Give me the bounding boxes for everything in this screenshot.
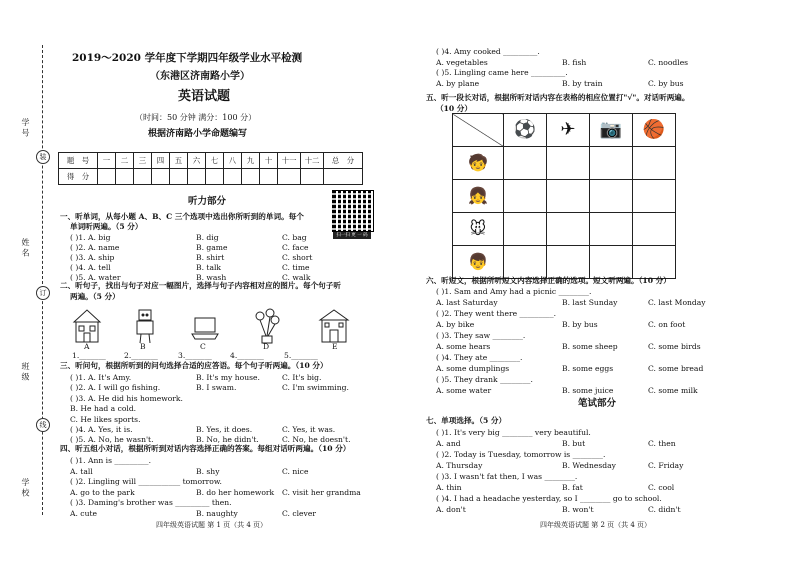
tick-cell[interactable]: [590, 180, 633, 213]
option-text: A. by plane: [436, 78, 480, 88]
option-text: C. some milk: [648, 386, 698, 395]
tick-cell[interactable]: [504, 180, 547, 213]
picture-letter: B: [140, 342, 146, 351]
option-text: C. some birds: [648, 342, 701, 351]
tick-cell[interactable]: [590, 213, 633, 246]
picture-letter: C: [200, 342, 206, 351]
section5-table: [452, 113, 676, 279]
option-text: ( )5. Lingling came here _________.: [436, 68, 568, 77]
section5-title: 五、听一段长对话，根据所听对话内容在表格的相应位置打"√"。对话听两遍。: [426, 93, 690, 102]
option-text: ( )3. I wasn't fat then, I was ________.: [436, 472, 578, 481]
score-header-cell: 十一: [278, 153, 301, 169]
option-text: B. naughty: [196, 509, 238, 518]
tick-cell[interactable]: [547, 213, 590, 246]
option-text: C. Friday: [648, 461, 684, 470]
option-text: ( )2. A. I will go fishing.: [70, 383, 161, 393]
score-cell[interactable]: [170, 169, 188, 185]
tick-cell[interactable]: [633, 147, 676, 180]
table-corner: [453, 114, 504, 147]
option-text: B. shy: [196, 466, 220, 476]
option-text: ( )1. Sam and Amy had a picnic ________.: [436, 287, 592, 296]
score-header-cell: 三: [134, 153, 152, 169]
tick-cell[interactable]: [547, 180, 590, 213]
option-text: ( )1. A. It's Amy.: [70, 373, 132, 382]
option-text: B. last Sunday: [562, 298, 618, 307]
compiler-note: 根据济南路小学命题编写: [148, 129, 248, 139]
option-text: ( )5. They drank ________.: [436, 375, 533, 384]
answer-blank: 5._______: [284, 351, 318, 360]
score-cell[interactable]: [116, 169, 134, 185]
option-text: ( )5. A. No, he wasn't.: [70, 435, 154, 445]
option-text: ( )5. A. water: [70, 273, 121, 282]
tick-cell[interactable]: [504, 246, 547, 279]
option-text: ( )1. It's very big ________ very beautiful.: [436, 428, 591, 437]
option-text: ( )3. They saw ________.: [436, 331, 526, 340]
option-text: B. talk: [196, 263, 222, 272]
option-text: C. some bread: [648, 364, 704, 373]
score-table: [58, 152, 363, 185]
score-cell[interactable]: [206, 169, 224, 185]
tick-cell[interactable]: [590, 246, 633, 279]
option-text: B. some juice: [562, 386, 614, 395]
side-label-name: 姓 名: [21, 238, 30, 257]
option-text: ( )4. A. Yes, it is.: [70, 425, 133, 434]
option-text: A. by bike: [436, 320, 475, 329]
option-text: B. It's my house.: [196, 373, 260, 382]
score-cell[interactable]: [98, 169, 116, 185]
option-text: ( )4. I had a headache yesterday, so I ________ go to school.: [436, 494, 662, 503]
basketball-icon: 🏀: [633, 114, 676, 147]
option-text: B. won't: [562, 505, 594, 514]
option-text: ( )1. A. big: [70, 233, 111, 242]
option-text: ( )2. They went there _________.: [436, 309, 557, 318]
option-text: C. He likes sports.: [70, 414, 141, 424]
option-text: C. Yes, it was.: [282, 425, 336, 434]
option-text: A. some dumplings: [436, 364, 510, 373]
option-text: B. He had a cold.: [70, 404, 137, 414]
option-text: B. dig: [196, 233, 219, 242]
score-header-cell: 八: [224, 153, 242, 169]
option-text: B. wash: [196, 273, 227, 282]
score-header-cell: 十二: [301, 153, 324, 169]
option-text: A. some water: [436, 386, 492, 395]
option-text: ( )4. Amy cooked _________.: [436, 47, 540, 56]
option-text: C. It's big.: [282, 373, 322, 382]
plane-icon: ✈: [547, 114, 590, 147]
picture-letter: D: [263, 342, 270, 351]
option-text: ( )2. A. name: [70, 243, 120, 252]
tick-cell[interactable]: [590, 147, 633, 180]
option-text: ( )1. Ann is _________.: [70, 456, 152, 465]
exam-time: （时间：50 分钟 满分：100 分）: [135, 113, 257, 122]
tick-cell[interactable]: [504, 147, 547, 180]
option-text: C. face: [282, 243, 309, 252]
answer-blank: 4._______: [230, 351, 264, 360]
option-text: ( )2. Today is Tuesday, tomorrow is ________.: [436, 450, 606, 459]
score-cell[interactable]: [260, 169, 278, 185]
option-text: B. by bus: [562, 320, 598, 329]
tick-cell[interactable]: [547, 147, 590, 180]
option-text: A. Thursday: [436, 461, 483, 470]
robot-picture: [130, 306, 160, 346]
child-icon: 👧: [453, 180, 504, 213]
score-cell[interactable]: [301, 169, 324, 185]
tick-cell[interactable]: [633, 246, 676, 279]
subject-title: 英语试题: [178, 89, 231, 104]
section2-title: 二、听句子，找出与句子对应一幅图片，选择与句子内容相对应的图片。每个句子听: [60, 281, 341, 290]
score-header-cell: 五: [170, 153, 188, 169]
score-header-cell: 总 分: [324, 153, 363, 169]
section2-title-2: 两遍。（5 分）: [70, 292, 120, 301]
option-text: A. last Saturday: [436, 298, 498, 307]
listening-heading: 听力部分: [188, 196, 227, 207]
score-header-cell: 七: [206, 153, 224, 169]
option-text: B. but: [562, 439, 586, 448]
section1-title-2: 单词听两遍。（5 分）: [70, 222, 143, 231]
score-cell[interactable]: [278, 169, 301, 185]
option-text: B. Wednesday: [562, 461, 616, 470]
score-header-cell: 二: [116, 153, 134, 169]
answer-blank: 3._______: [178, 351, 212, 360]
tick-cell[interactable]: [547, 246, 590, 279]
child-icon: 🧒: [453, 147, 504, 180]
football-icon: ⚽: [504, 114, 547, 147]
building-picture: [316, 306, 352, 346]
option-text: A. go to the park: [70, 487, 135, 497]
option-text: B. do her homework: [196, 487, 275, 497]
section4-title: 四、听五组小对话，根据所听到对话内容选择正确的答案。每组对话听两遍。（10 分）: [60, 444, 351, 453]
option-text: C. short: [282, 253, 313, 262]
section1-title: 一、听单词，从每小题 A、B、C 三个选项中选出你所听到的单词。每个: [60, 212, 304, 221]
laptop-picture: [190, 306, 220, 346]
option-text: ( )3. A. ship: [70, 253, 115, 262]
picture-letter: E: [332, 342, 338, 351]
option-text: B. No, he didn't.: [196, 435, 259, 445]
option-text: C. walk: [282, 273, 311, 282]
option-text: A. vegetables: [436, 57, 488, 67]
score-header-cell: 九: [242, 153, 260, 169]
tick-cell[interactable]: [504, 213, 547, 246]
page-subtitle: （东港区济南路小学）: [150, 71, 250, 82]
side-label-class: 班 级: [21, 362, 30, 381]
option-text: C. visit her grandma: [282, 487, 361, 497]
flowers-picture: [252, 306, 282, 346]
section7-title: 七、单项选择。（5 分）: [426, 416, 507, 425]
score-header-cell: 十: [260, 153, 278, 169]
option-text: A. some hears: [436, 342, 491, 351]
score-cell[interactable]: [152, 169, 170, 185]
side-circle-2: 订: [36, 286, 50, 300]
option-text: C. clever: [282, 509, 316, 518]
footer-right: 四年级英语试题 第 2 页（共 4 页）: [540, 521, 652, 529]
option-text: ( )4. They ate ________.: [436, 353, 523, 362]
option-text: A. and: [436, 439, 461, 448]
option-text: A. tall: [70, 466, 93, 476]
child-icon: 👦: [453, 246, 504, 279]
option-text: A. thin: [436, 483, 462, 492]
option-text: B. some sheep: [562, 342, 618, 351]
option-text: B. game: [196, 243, 228, 252]
house-picture: [72, 306, 102, 346]
option-text: C. by bus: [648, 78, 684, 88]
option-text: B. fish: [562, 57, 587, 67]
option-text: B. some eggs: [562, 364, 614, 373]
score-header-cell: 一: [98, 153, 116, 169]
binding-line: [42, 45, 43, 515]
score-header-cell: 四: [152, 153, 170, 169]
side-label-school: 学 校: [21, 478, 30, 497]
option-text: C. No, he doesn't.: [282, 435, 351, 445]
option-text: C. then: [648, 439, 676, 448]
option-text: C. on foot: [648, 320, 686, 329]
score-cell[interactable]: [324, 169, 363, 185]
option-text: C. bag: [282, 233, 307, 242]
page-title: 2019～2020 学年度下学期四年级学业水平检测: [72, 52, 303, 64]
written-heading: 笔试部分: [578, 398, 617, 409]
score-header-cell: 题 号: [59, 153, 98, 169]
tick-cell[interactable]: [633, 180, 676, 213]
option-text: C. nice: [282, 466, 309, 476]
option-text: B. I swam.: [196, 383, 237, 393]
option-text: B. shirt: [196, 253, 225, 262]
child-icon: 🐭: [453, 213, 504, 246]
option-text: B. by train: [562, 78, 603, 88]
side-circle-1: 装: [36, 150, 50, 164]
option-text: C. cool: [648, 483, 675, 492]
score-row-label: 得 分: [59, 169, 98, 185]
section5-title-2: （10 分）: [436, 104, 472, 113]
option-text: C. didn't: [648, 505, 681, 514]
option-text: C. last Monday: [648, 298, 706, 307]
option-text: B. fat: [562, 483, 583, 492]
option-text: ( )3. Daming's brother was _________ then.: [70, 498, 232, 508]
option-text: ( )4. A. tell: [70, 263, 111, 272]
score-cell[interactable]: [188, 169, 206, 185]
qr-label: 扫一扫 更 一 码: [333, 232, 371, 239]
answer-blank: 2._______: [124, 351, 158, 360]
footer-left: 四年级英语试题 第 1 页（共 4 页）: [156, 521, 268, 529]
answer-blank: 1._______: [72, 351, 106, 360]
tick-cell[interactable]: [633, 213, 676, 246]
score-cell[interactable]: [242, 169, 260, 185]
section6-title: 六、听短文，根据所听短文内容选择正确的选项。短文听两遍。（10 分）: [426, 276, 671, 285]
side-label-number: 学 号: [21, 118, 30, 137]
score-cell[interactable]: [224, 169, 242, 185]
option-text: C. time: [282, 263, 310, 272]
camera-icon: 📷: [590, 114, 633, 147]
option-text: C. I'm swimming.: [282, 383, 349, 393]
option-text: ( )2. Lingling will ___________ tomorrow.: [70, 477, 222, 487]
side-circle-3: 线: [36, 418, 50, 432]
option-text: A. cute: [70, 509, 98, 518]
option-text: C. noodles: [648, 57, 689, 67]
score-cell[interactable]: [134, 169, 152, 185]
score-header-cell: 六: [188, 153, 206, 169]
option-text: A. don't: [436, 505, 466, 514]
picture-letter: A: [84, 342, 90, 351]
section3-title: 三、听问句，根据所听到的问句选择合适的应答语。每个句子听两遍。（10 分）: [60, 361, 328, 370]
option-text: ( )3. A. He did his homework.: [70, 393, 183, 403]
option-text: B. Yes, it does.: [196, 425, 253, 434]
